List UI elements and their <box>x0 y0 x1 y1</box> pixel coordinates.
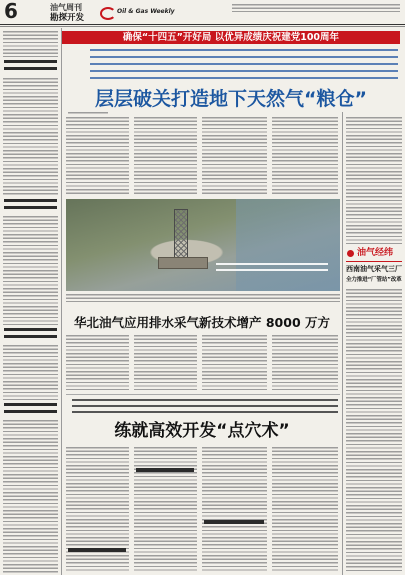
logo-text: Oil & Gas Weekly <box>117 8 175 15</box>
left-headline-4 <box>4 403 57 417</box>
rig-pad-shape <box>158 257 208 269</box>
left-body-text <box>3 216 58 325</box>
page-number: 6 <box>4 0 18 23</box>
lead-intro-text <box>90 49 398 79</box>
drilling-rig-shape <box>174 209 188 261</box>
photo-caption <box>66 294 340 302</box>
left-body-text <box>3 31 58 57</box>
second-body-col-2 <box>134 335 197 390</box>
third-subhead-2 <box>204 520 264 524</box>
header-meta-text <box>232 4 400 12</box>
right-headline-line-1: 西南油气采气三厂 <box>346 265 402 273</box>
second-headline: 华北油气应用排水采气新技术增产 8000 万方 <box>74 315 330 330</box>
third-subhead-1 <box>136 468 194 472</box>
left-headline-2 <box>4 199 57 213</box>
right-headline-line-2: 全力推进“厂管站”改革 <box>346 277 402 283</box>
lead-byline <box>68 112 108 115</box>
weekly-title: 油气周刊 <box>50 3 82 12</box>
third-body-col-3 <box>202 447 267 573</box>
column-logo-text: 油气经纬 <box>357 248 394 258</box>
third-intro-text <box>72 399 338 416</box>
header-rule <box>0 24 405 25</box>
column-logo <box>346 247 402 262</box>
section-divider <box>66 394 340 395</box>
right-body-text <box>346 117 402 244</box>
lead-headline: 层层破关打造地下天然气“粮仓” <box>95 88 367 110</box>
left-headline-3 <box>4 328 57 342</box>
left-body-text <box>3 78 58 196</box>
section-title: 勘探开发 <box>50 13 85 23</box>
photo-overlay-caption <box>216 263 328 275</box>
lead-body-col-4 <box>272 117 338 196</box>
third-body-col-1 <box>66 447 129 573</box>
column-logo-icon <box>347 250 354 257</box>
lead-body-col-3 <box>202 117 267 196</box>
third-body-col-2 <box>134 447 197 573</box>
header-rule-thin <box>0 26 405 27</box>
banner-text: 确保“十四五”开好局 以优异成绩庆祝建党100周年 <box>122 32 340 43</box>
third-body-col-4 <box>272 447 338 573</box>
left-body-text <box>3 420 58 573</box>
third-subhead-3 <box>68 548 126 552</box>
second-body-col-4 <box>272 335 338 390</box>
lead-body-col-1 <box>66 117 129 196</box>
banner <box>62 31 400 44</box>
second-body-col-3 <box>202 335 267 390</box>
second-body-col-1 <box>66 335 129 390</box>
third-headline: 练就高效开发“点穴术” <box>114 421 290 441</box>
left-column-rule <box>61 28 62 575</box>
left-headline-1 <box>4 60 57 74</box>
lead-body-col-2 <box>134 117 197 196</box>
right-body-text <box>346 289 402 573</box>
right-column-rule <box>342 112 343 575</box>
logo-swoosh-icon <box>100 7 116 20</box>
gas-storage-site-photo <box>66 199 340 291</box>
left-body-text <box>3 345 58 400</box>
